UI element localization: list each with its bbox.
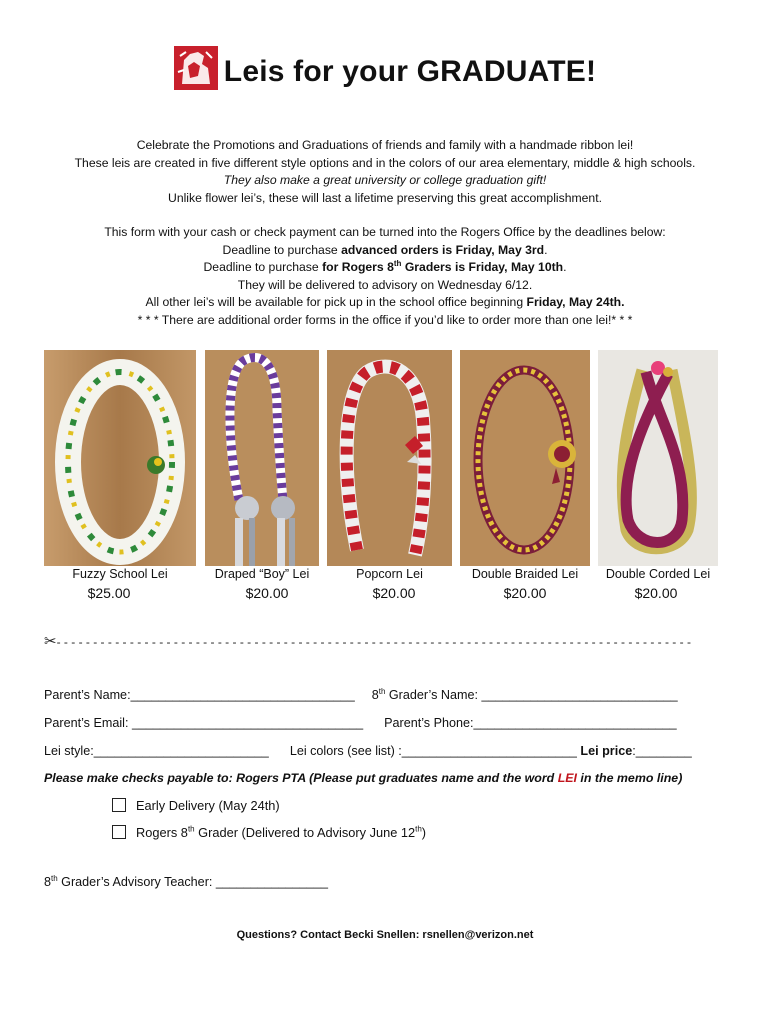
page-title: Leis for your GRADUATE! (223, 55, 597, 88)
deadlines-paragraph (0, 224, 770, 329)
product-price: $20.00 (372, 585, 416, 601)
parent-email-field[interactable]: Parent’s Email: _________________________________ (44, 716, 364, 730)
intro-line: These leis are created in five different style options and in the colors of our area elementary, middle & high schools. (74, 155, 696, 170)
form-row (44, 716, 734, 730)
product-name: Popcorn Lei (356, 567, 423, 581)
deadline-line: All other lei’s will be available for pick up in the school office beginning Friday, May 24th. (145, 295, 625, 309)
product-name: Double Corded Lei (605, 567, 711, 581)
product-name: Double Braided Lei (471, 567, 579, 581)
contact-footer: Questions? Contact Becki Snellen: rsnellen@verizon.net (236, 929, 534, 941)
title-bar (0, 44, 770, 100)
early-delivery-checkbox[interactable] (112, 798, 126, 812)
product-price: $20.00 (503, 585, 547, 601)
rogers-grader-option[interactable] (112, 825, 426, 840)
lei-colors-field[interactable]: Lei colors (see list) :_________________________ (289, 744, 577, 758)
draped-lei-photo (205, 350, 319, 566)
checks-note: Please make checks payable to: Rogers PTA (Please put graduates name and the word LEI in the memo line) (44, 771, 683, 785)
popcorn-lei-photo (327, 350, 452, 566)
deadline-line: Deadline to purchase advanced orders is Friday, May 3rd. (222, 242, 548, 257)
form-row (44, 688, 734, 702)
intro-line: They also make a great university or college graduation gift! (223, 173, 547, 187)
deadline-line: They will be delivered to advisory on Wednesday 6/12. (237, 277, 533, 292)
product-price: $25.00 (87, 585, 131, 601)
rogers-grader-label: Rogers 8th Grader (Delivered to Advisory June 12th) (136, 824, 427, 840)
parent-name-field[interactable]: Parent’s Name:________________________________ (44, 688, 355, 702)
form-row (44, 744, 734, 758)
advisory-teacher-field[interactable]: 8th Grader’s Advisory Teacher: ________________ (44, 873, 328, 889)
double-braided-lei-photo (460, 350, 590, 566)
double-corded-lei-photo (598, 350, 718, 566)
scissors-icon: ✂ (44, 633, 57, 650)
rogers-grader-checkbox[interactable] (112, 825, 126, 839)
parent-phone-field[interactable]: Parent’s Phone:_____________________________ (384, 716, 677, 730)
early-delivery-label: Early Delivery (May 24th) (136, 798, 280, 813)
lei-style-field[interactable]: Lei style:_________________________ (44, 744, 269, 758)
deadline-line: This form with your cash or check payment can be turned into the Rogers Office by the deadlines below: (104, 225, 666, 239)
product-price: $20.00 (634, 585, 678, 601)
school-logo (174, 46, 218, 90)
product-price: $20.00 (245, 585, 289, 601)
grader-name-field[interactable]: 8th Grader’s Name: ____________________________ (371, 686, 678, 702)
lei-price-field[interactable]: Lei price:________ (580, 744, 692, 758)
intro-line: Celebrate the Promotions and Graduations of friends and family with a handmade ribbon lei! (136, 138, 634, 152)
fuzzy-lei-photo (44, 350, 196, 566)
intro-paragraph (0, 137, 770, 207)
intro-line: Unlike flower lei’s, these will last a lifetime preserving this great accomplishment. (168, 190, 602, 205)
deadline-line: Deadline to purchase for Rogers 8th Graders is Friday, May 10th. (203, 258, 567, 274)
product-name: Fuzzy School Lei (72, 567, 168, 581)
product-name: Draped “Boy” Lei (214, 567, 310, 581)
early-delivery-option[interactable] (112, 798, 280, 813)
cut-line (44, 632, 744, 652)
deadline-line: * * * There are additional order forms in the office if you’d like to order more than one lei!* * * (137, 312, 633, 327)
dashed-line: - - - - - - - - - - - - - - - - - - - - - - - - - - - - - - - - - - - - - - - - - - - - - - - - - - - - - - - - - - - - - - - - - - - - - - - - - - - - - - - - - - - - - - - (56, 635, 691, 649)
